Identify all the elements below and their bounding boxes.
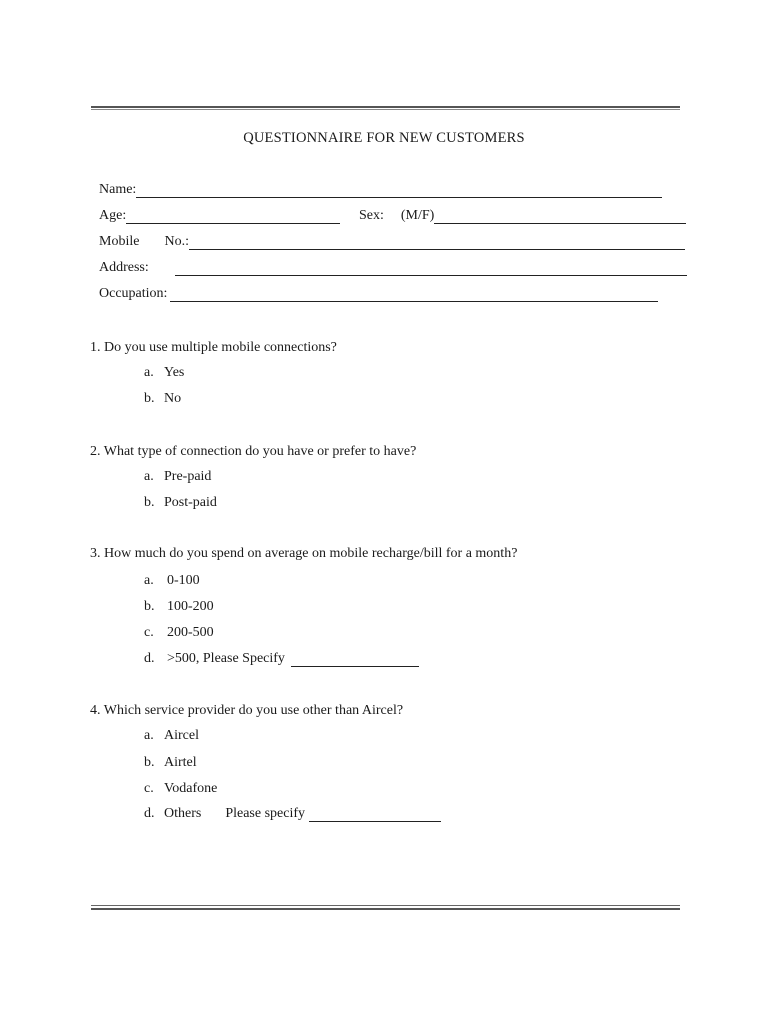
q3-option-b[interactable]: b. 100-200 <box>144 599 214 614</box>
name-field[interactable] <box>99 182 662 198</box>
question-4: 4. Which service provider do you use other than Aircel? <box>90 703 404 718</box>
q4-option-a[interactable]: a. Aircel <box>144 728 199 743</box>
q3-option-c[interactable]: c. 200-500 <box>144 625 214 640</box>
q2-option-b[interactable]: b. Post-paid <box>144 495 217 510</box>
q1-option-b[interactable]: b. No <box>144 391 182 406</box>
question-3: 3. How much do you spend on average on mobile recharge/bill for a month? <box>90 546 518 561</box>
q4-option-d[interactable]: d. Others Please specify <box>144 806 441 822</box>
sex-hint: (M/F) <box>400 208 435 223</box>
age-field[interactable] <box>99 208 340 224</box>
bottom-rule <box>91 905 680 910</box>
q4-option-c[interactable]: c. Vodafone <box>144 781 218 796</box>
address-label: Address: <box>99 260 149 275</box>
sex-label: Sex: <box>359 208 384 223</box>
name-label: Name: <box>99 182 137 197</box>
occupation-blank[interactable] <box>170 289 658 302</box>
q1-option-a[interactable]: a. Yes <box>144 365 185 380</box>
mobile-blank[interactable] <box>189 237 685 250</box>
occupation-field[interactable] <box>99 286 658 302</box>
sex-field[interactable] <box>359 208 686 224</box>
occupation-label: Occupation: <box>99 286 168 301</box>
mobile-label: Mobile <box>99 234 140 249</box>
top-rule <box>91 106 680 110</box>
q4-specify-label: Please specify <box>225 806 306 821</box>
q4-specify-blank[interactable] <box>309 809 441 822</box>
q4-option-b[interactable]: b. Airtel <box>144 755 197 770</box>
q3-option-d[interactable]: d. >500, Please Specify <box>144 651 419 667</box>
question-1: 1. Do you use multiple mobile connections? <box>90 340 337 355</box>
q3-option-a[interactable]: a. 0-100 <box>144 573 200 588</box>
mobile-no-label: No.: <box>164 234 189 249</box>
age-blank[interactable] <box>126 211 340 224</box>
age-label: Age: <box>99 208 127 223</box>
page-title: QUESTIONNAIRE FOR NEW CUSTOMERS <box>243 130 525 146</box>
address-field[interactable] <box>99 260 687 276</box>
q3-specify-blank[interactable] <box>291 654 419 667</box>
sex-blank[interactable] <box>434 211 686 224</box>
mobile-field[interactable] <box>99 234 685 250</box>
name-blank[interactable] <box>136 185 662 198</box>
q2-option-a[interactable]: a. Pre-paid <box>144 469 212 484</box>
question-2: 2. What type of connection do you have or prefer to have? <box>90 444 417 459</box>
address-blank[interactable] <box>175 263 687 276</box>
